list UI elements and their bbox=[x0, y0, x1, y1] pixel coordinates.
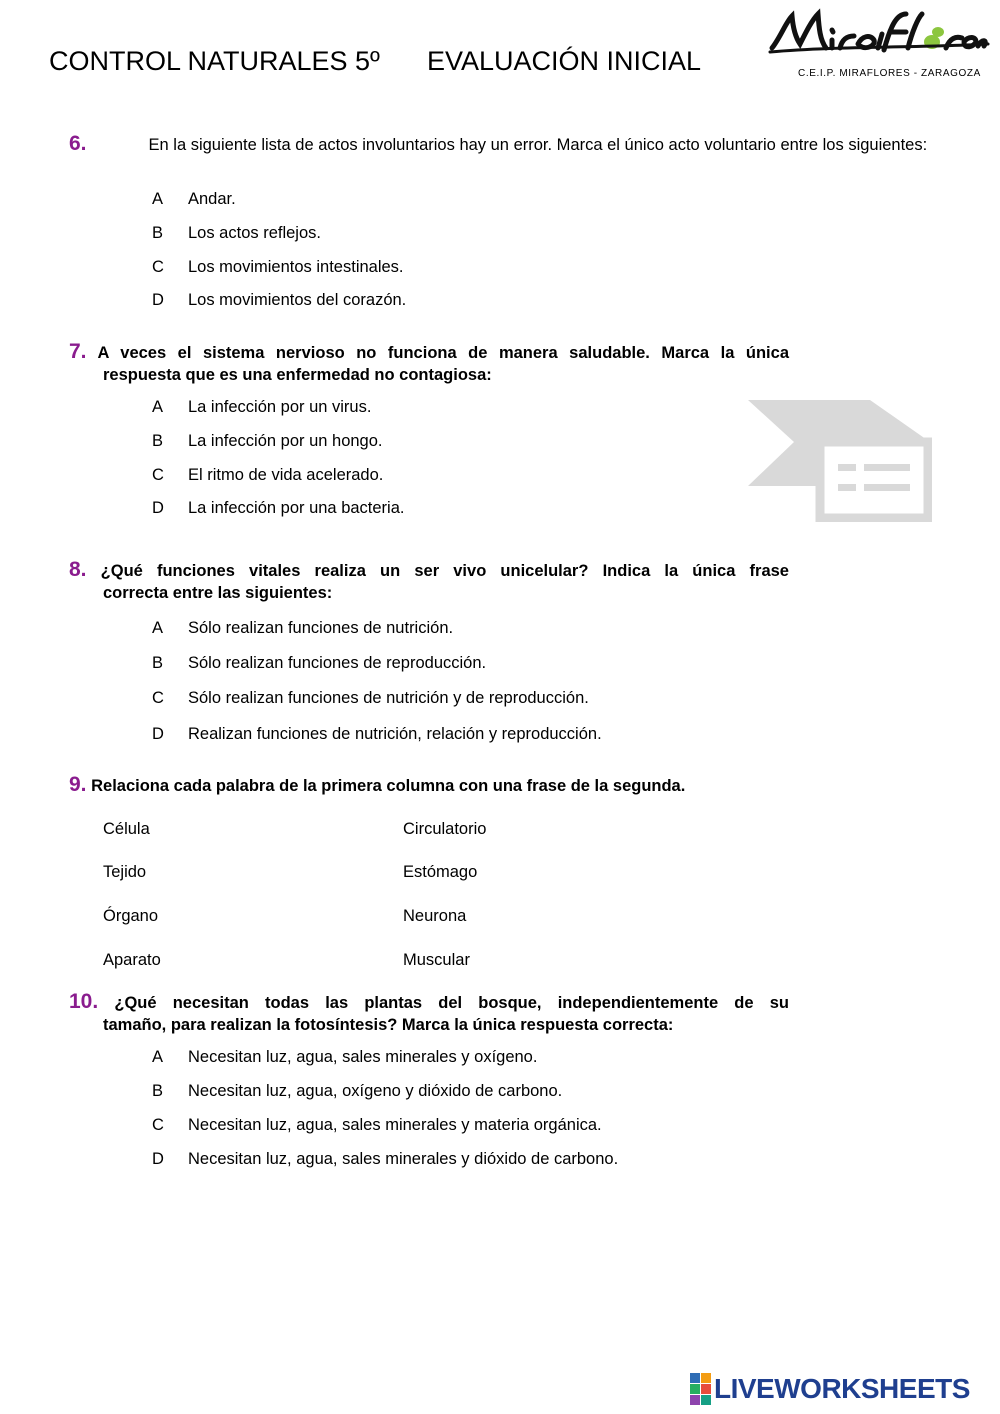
option-text: Sólo realizan funciones de nutrición. bbox=[188, 619, 454, 637]
option-text: Sólo realizan funciones de nutrición y de reproducción. bbox=[188, 689, 589, 707]
right-column-item: Muscular bbox=[403, 951, 470, 969]
option-text: Los movimientos intestinales. bbox=[188, 258, 404, 276]
question-8 bbox=[69, 559, 789, 604]
option-letter: D bbox=[152, 499, 164, 517]
liveworksheets-logo-icon bbox=[690, 1373, 711, 1405]
question-text-line2: tamaño, para realizan la fotosíntesis? Marca la única respuesta correcta: bbox=[103, 1016, 674, 1034]
question-text-line2: correcta entre las siguientes: bbox=[103, 584, 333, 602]
option-letter: C bbox=[152, 258, 164, 276]
right-column-item: Circulatorio bbox=[403, 820, 487, 838]
option-letter: D bbox=[152, 725, 164, 743]
liveworksheets-brand bbox=[690, 1374, 970, 1404]
option-letter: D bbox=[152, 291, 164, 309]
option-letter: A bbox=[152, 190, 164, 208]
option-text: La infección por un virus. bbox=[188, 398, 372, 416]
question-text-line1: A veces el sistema nervioso no funciona de manera saludable. Marca la única bbox=[97, 344, 789, 362]
question-number: 8. bbox=[69, 558, 87, 581]
page-subtitle: EVALUACIÓN INICIAL bbox=[427, 46, 702, 76]
question-number: 9. bbox=[69, 773, 87, 796]
page-title: CONTROL NATURALES 5º bbox=[49, 46, 380, 76]
option-text: Realizan funciones de nutrición, relación y reproducción. bbox=[188, 725, 602, 743]
liveworksheets-text: LIVEWORKSHEETS bbox=[714, 1373, 970, 1404]
option-letter: A bbox=[152, 1048, 164, 1066]
option-letter: A bbox=[152, 619, 164, 637]
option-text: Necesitan luz, agua, sales minerales y dióxido de carbono. bbox=[188, 1150, 619, 1168]
logo-subtitle: C.E.I.P. MIRAFLORES - ZARAGOZA bbox=[798, 68, 981, 79]
option-text: El ritmo de vida acelerado. bbox=[188, 466, 384, 484]
question-text-line1: ¿Qué necesitan todas las plantas del bosque, independientemente de su bbox=[114, 994, 789, 1012]
question-9 bbox=[69, 774, 685, 797]
question-text-line1: ¿Qué funciones vitales realiza un ser vivo unicelular? Indica la única frase bbox=[100, 562, 789, 580]
option-letter: D bbox=[152, 1150, 164, 1168]
option-letter: B bbox=[152, 224, 164, 242]
option-letter: C bbox=[152, 689, 164, 707]
option-letter: B bbox=[152, 432, 164, 450]
option-text: La infección por una bacteria. bbox=[188, 499, 405, 517]
option-text: Necesitan luz, agua, oxígeno y dióxido de carbono. bbox=[188, 1082, 563, 1100]
question-number: 10. bbox=[69, 990, 99, 1013]
right-column-item: Estómago bbox=[403, 863, 478, 881]
left-column-item: Célula bbox=[103, 820, 150, 838]
question-text: Relaciona cada palabra de la primera columna con una frase de la segunda. bbox=[91, 777, 686, 795]
option-letter: A bbox=[152, 398, 164, 416]
option-text: Los movimientos del corazón. bbox=[188, 291, 407, 309]
question-text-line2: respuesta que es una enfermedad no contagiosa: bbox=[103, 366, 492, 384]
option-text: Necesitan luz, agua, sales minerales y oxígeno. bbox=[188, 1048, 538, 1066]
option-text: Necesitan luz, agua, sales minerales y materia orgánica. bbox=[188, 1116, 602, 1134]
option-letter: C bbox=[152, 466, 164, 484]
question-7 bbox=[69, 341, 789, 386]
worksheet-watermark-icon bbox=[746, 398, 932, 522]
option-letter: C bbox=[152, 1116, 164, 1134]
miraflores-logo-icon bbox=[766, 8, 990, 68]
option-letter: B bbox=[152, 1082, 164, 1100]
right-column-item: Neurona bbox=[403, 907, 467, 925]
left-column-item: Tejido bbox=[103, 863, 147, 881]
question-10 bbox=[69, 991, 789, 1036]
option-text: Sólo realizan funciones de reproducción. bbox=[188, 654, 487, 672]
question-number: 7. bbox=[69, 340, 87, 363]
left-column-item: Aparato bbox=[103, 951, 161, 969]
question-number: 6. bbox=[69, 132, 87, 155]
left-column-item: Órgano bbox=[103, 907, 159, 925]
option-text: Los actos reflejos. bbox=[188, 224, 321, 242]
question-text: En la siguiente lista de actos involuntarios hay un error. Marca el único acto voluntario entre los siguientes: bbox=[148, 136, 928, 154]
school-logo bbox=[766, 8, 990, 86]
option-text: La infección por un hongo. bbox=[188, 432, 383, 450]
question-6 bbox=[69, 133, 931, 156]
option-text: Andar. bbox=[188, 190, 236, 208]
option-letter: B bbox=[152, 654, 164, 672]
